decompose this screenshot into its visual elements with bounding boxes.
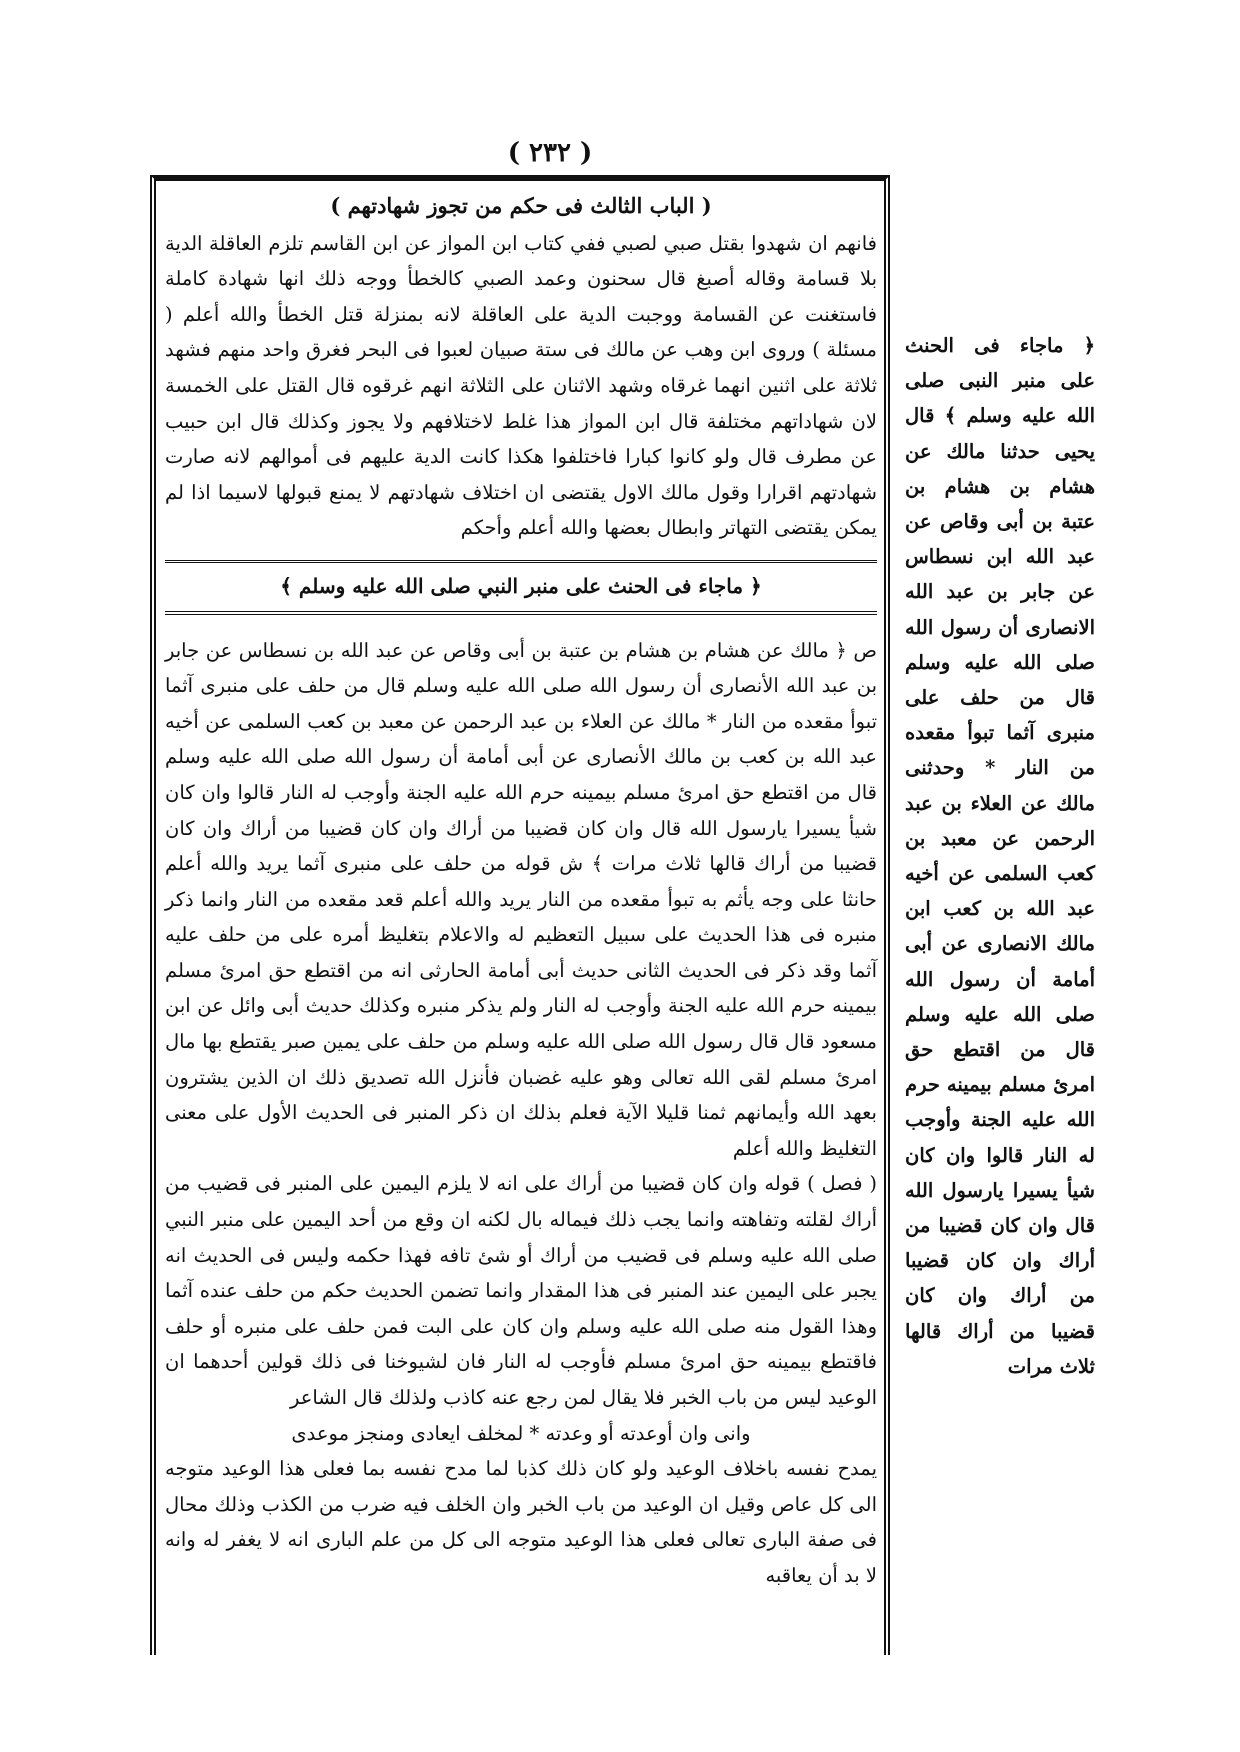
paragraph: فانهم ان شهدوا بقتل صبي لصبي ففي كتاب ابن المواز عن ابن القاسم تلزم العاقلة الدية بلا قسامة وقاله أصبغ قال سحنون وعمد الصبي كالخطأ ووجه ذلك انها شهادة كاملة فاستغنت عن القسامة ووجبت الدية على العاقلة لانه بمنزلة قتل الخطأ والله أعلم ( مسئلة ) وروى ابن وهب عن مالك فى ستة صبيان لعبوا فى البحر فغرق واحد منهم فشهد ثلاثة على اثنين انهما غرقاه وشهد الاثنان على الثلاثة انهم غرقوه قال القتل على الخمسة لان شهاداتهم مختلفة قال ابن المواز هذا غلط لاختلافهم ولا يجوز وكذلك قال ابن حبيب عن مطرف قال ولو كانوا كبارا فاختلفوا هكذا كانت الدية عليهم فى أموالهم لانه صارت شهادتهم اقرارا وقول مالك الاول يقتضى ان اختلاف شهادتهم لا يمنع قبولها لاسيما اذا لم يمكن يقتضى التهاتر وابطال بعضها والله أعلم وأحكم	[165, 231, 877, 540]
paragraph: ص ﴿ مالك عن هشام بن هشام بن عتبة بن أبى وقاص عن عبد الله بن نسطاس عن جابر بن عبد الله الأنصارى أن رسول الله صلى الله عليه وسلم قال من حلف على منبرى آثما تبوأ مقعده من النار * مالك عن العلاء بن عبد الرحمن عن معبد بن كعب السلمى عن أخيه عبد الله بن كعب بن مالك الأنصارى عن أبى أمامة أن رسول الله صلى الله عليه وسلم قال من اقتطع حق امرئ مسلم بيمينه حرم الله عليه الجنة وأوجب له النار قالوا وان كان شيأ يسيرا يارسول الله قال وان كان قضيبا من أراك وان كان قضيبا من أراك وان كان قضيبا من أراك قالها ثلاث مرات ﴾ ش قوله من حلف على منبرى آثما يريد والله أعلم حانثا على وجه يأثم به تبوأ مقعده من النار يريد والله أعلم قعد مقعده من النار وانما ذكر منبره فى هذا الحديث على سبيل التعظيم له والاعلام بتغليظ أمره على من حلف عليه آثما وقد ذكر فى الحديث الثانى حديث أبى أمامة الحارثى انه من اقتطع حق امرئ مسلم بيمينه حرم الله عليه الجنة وأوجب له النار ولم يذكر منبره وكذلك حديث أبى وائل عن ابن مسعود قال قال رسول الله صلى الله عليه وسلم من حلف على يمين صبر يقتطع بها مال امرئ مسلم لقى الله تعالى وهو عليه غضبان فأنزل الله تصديق ذلك ان الذين يشترون بعهد الله وأيمانهم ثمنا قليلا الآية فعلم بذلك ان ذكر المنبر فى الحديث الأول على معنى التغليظ والله أعلم	[165, 638, 877, 1160]
chapter-title: ( الباب الثالث فى حكم من تجوز شهادتهم )	[330, 193, 712, 218]
page-number: ( ٢٣٢ )	[507, 138, 593, 168]
poetry-verse: وانى وان أوعدته أو وعدته * لمخلف ايعادى ومنجز موعدى	[291, 1421, 751, 1445]
margin-commentary	[905, 328, 1095, 1384]
main-text-column	[165, 188, 877, 1594]
paragraph: يمدح نفسه باخلاف الوعيد ولو كان ذلك كذبا لما مدح نفسه بما فعلى هذا الوعيد متوجه الى كل عاص وقيل ان الوعيد من باب الخبر وان الخلف فيه ضرب من الكذب وذلك محال فى صفة البارى تعالى فعلى هذا الوعيد متوجه الى كل من علم البارى انه لا يغفر له وانه لا بد أن يعاقبه	[165, 1457, 877, 1587]
section-heading: ﴿ ماجاء فى الحنث على منبر النبي صلى الله عليه وسلم ﴾	[165, 560, 877, 615]
paragraph: ( فصل ) قوله وان كان قضيبا من أراك على انه لا يلزم اليمين على المنبر فى قضيب من أراك لقلته وتفاهته وانما يجب ذلك فيماله بال لكنه ان وقع من أحد اليمين على منبر النبي صلى الله عليه وسلم فى قضيب من أراك أو شئ تافه فهذا حكمه وليس فى الحديث انه يجبر على اليمين عند المنبر فى هذا المقدار وانما تضمن الحديث حكم من حلف عنده آثما وهذا القول منه صلى الله عليه وسلم وان كان على البت فمن حلف على منبره أو حلف فاقتطع بيمينه حق امرئ مسلم فأوجب له النار فان لشيوخنا فى ذلك قولين أحدهما ان الوعيد ليس من باب الخبر فلا يقال لمن رجع عنه كاذب ولذلك قال الشاعر	[165, 1172, 877, 1409]
margin-text: ﴿ ماجاء فى الحنث على منبر النبى صلى الله عليه وسلم ﴾ قال يحيى حدثنا مالك عن هشام بن هشام بن عتبة بن أبى وقاص عن عبد الله ابن نسطاس عن جابر بن عبد الله الانصارى أن رسول الله صلى الله عليه وسلم قال من حلف على منبرى آثما تبوأ مقعده من النار * وحدثنى مالك عن العلاء بن عبد الرحمن عن معبد بن كعب السلمى عن أخيه عبد الله بن كعب ابن مالك الانصارى عن أبى أمامة أن رسول الله صلى الله عليه وسلم قال من اقتطع حق امرئ مسلم بيمينه حرم الله عليه الجنة وأوجب له النار قالوا وان كان شيأ يسيرا يارسول الله قال وان كان قضيبا من أراك وان كان قضيبا من أراك وان كان قضيبا من أراك قالها ثلاث مرات	[905, 334, 1095, 1378]
